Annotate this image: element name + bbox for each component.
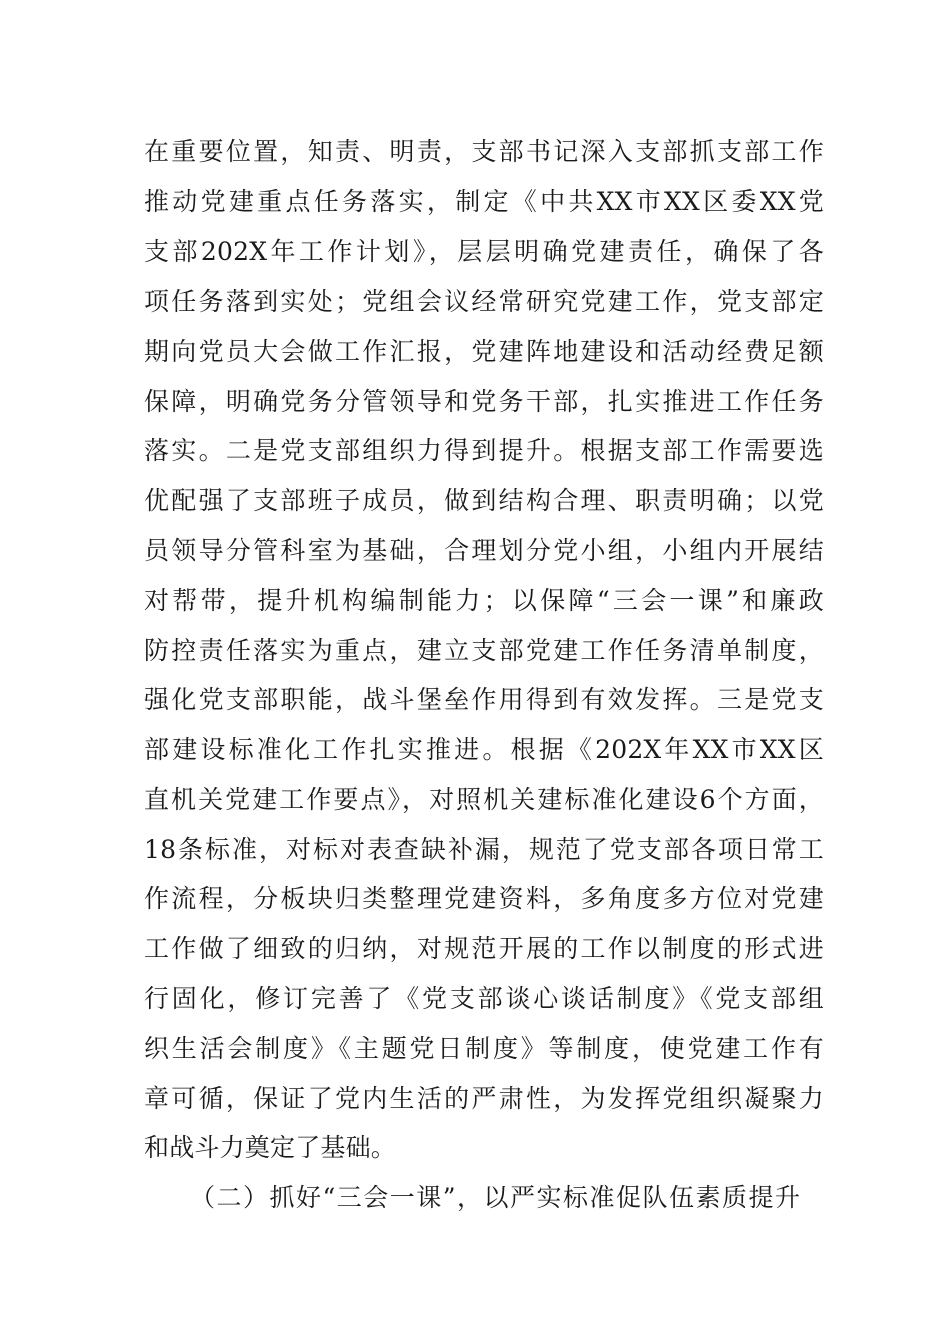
paragraph-line: 18条标准，对标对表查缺补漏，规范了党支部各项日常工: [144, 835, 824, 864]
paragraph-line: 和战斗力奠定了基础。: [144, 1133, 397, 1162]
paragraph-line: 行固化，修订完善了《党支部谈心谈话制度》《党支部组: [144, 984, 824, 1013]
paragraph-line: 强化党支部职能，战斗堡垒作用得到有效发挥。三是党支: [144, 685, 824, 714]
paragraph-line: 防控责任落实为重点，建立支部党建工作任务清单制度，: [144, 636, 824, 665]
paragraph-line: 推动党建重点任务落实，制定《中共XX市XX区委XX党: [144, 187, 824, 216]
paragraph-line: 对帮带，提升机构编制能力；以保障“三会一课”和廉政: [144, 586, 824, 615]
paragraph-line: 织生活会制度》《主题党日制度》等制度，使党建工作有: [144, 1034, 824, 1063]
paragraph-line: 期向党员大会做工作汇报，党建阵地建设和活动经费足额: [144, 337, 824, 366]
paragraph-line: 支部202X年工作计划》，层层明确党建责任，确保了各: [144, 237, 824, 266]
paragraph-line: 落实。二是党支部组织力得到提升。根据支部工作需要选: [144, 436, 824, 465]
paragraph-line: 保障，明确党务分管领导和党务干部，扎实推进工作任务: [144, 387, 824, 416]
paragraph-line: 优配强了支部班子成员，做到结构合理、职责明确；以党: [144, 486, 824, 515]
section-heading: （二）抓好“三会一课”，以严实标准促队伍素质提升: [190, 1183, 800, 1212]
paragraph-line: 直机关党建工作要点》，对照机关建标准化建设6个方面，: [144, 785, 824, 814]
paragraph-line: 工作做了细致的归纳，对规范开展的工作以制度的形式进: [144, 934, 824, 963]
paragraph-line: 作流程，分板块归类整理党建资料，多角度多方位对党建: [144, 884, 824, 913]
paragraph-line: 部建设标准化工作扎实推进。根据《202X年XX市XX区: [144, 735, 824, 764]
paragraph-line: 项任务落到实处；党组会议经常研究党建工作，党支部定: [144, 287, 824, 316]
paragraph-line: 在重要位置，知责、明责，支部书记深入支部抓支部工作: [144, 137, 824, 166]
paragraph-line: 章可循，保证了党内生活的严肃性，为发挥党组织凝聚力: [144, 1084, 824, 1113]
paragraph-line: 员领导分管科室为基础，合理划分党小组，小组内开展结: [144, 536, 824, 565]
